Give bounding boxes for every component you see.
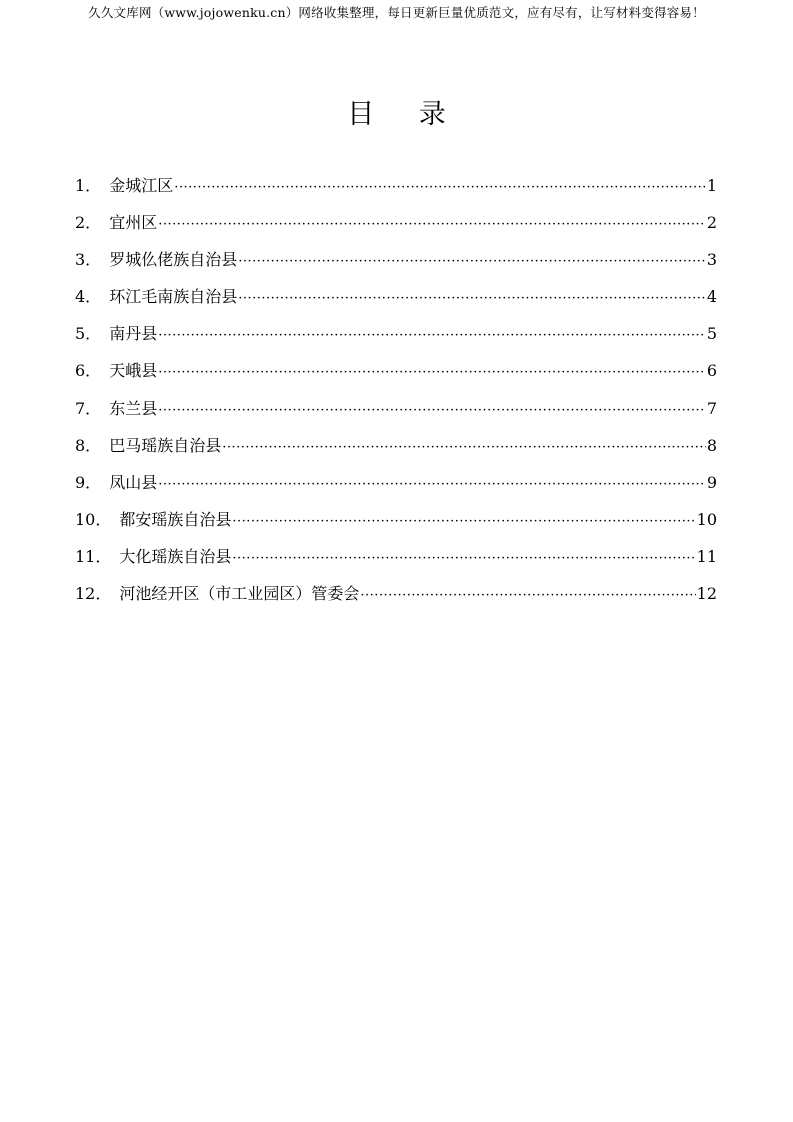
toc-entry-page: 7 bbox=[706, 398, 717, 418]
toc-entry-label[interactable]: 大化瑶族自治县 bbox=[119, 546, 232, 566]
toc-entry[interactable] bbox=[75, 285, 717, 322]
toc-entry-label[interactable]: 天峨县 bbox=[109, 361, 158, 381]
toc-entry-label[interactable]: 金城江区 bbox=[109, 176, 174, 195]
toc-entry-label[interactable]: 东兰县 bbox=[109, 398, 158, 418]
toc-entry-label[interactable]: 南丹县 bbox=[109, 324, 158, 344]
toc-entry-number: 5． bbox=[75, 324, 102, 344]
toc-entry[interactable] bbox=[75, 471, 717, 508]
toc-entry-number: 1． bbox=[75, 176, 102, 195]
toc-entry-page: 9 bbox=[706, 472, 717, 492]
toc-entry[interactable] bbox=[75, 211, 717, 248]
toc-entry-number: 12． bbox=[75, 584, 112, 604]
toc-entry-page: 2 bbox=[706, 213, 717, 233]
toc-entry-page: 12 bbox=[696, 584, 717, 604]
toc-entry[interactable] bbox=[75, 397, 717, 434]
toc-entry[interactable] bbox=[75, 582, 717, 619]
toc-entry-page: 6 bbox=[706, 361, 717, 381]
toc-list bbox=[75, 174, 717, 619]
toc-entry-label[interactable]: 都安瑶族自治县 bbox=[119, 509, 232, 529]
toc-leader-dots bbox=[238, 287, 706, 311]
toc-entry[interactable] bbox=[75, 545, 717, 582]
toc-entry-label[interactable]: 凤山县 bbox=[109, 472, 158, 492]
toc-leader-dots bbox=[158, 324, 706, 348]
toc-entry-number: 8． bbox=[75, 435, 102, 455]
header-note: 久久文库网（www.jojowenku.cn）网络收集整理，每日更新巨量优质范文，应有尽有，让写材料变得容易！ bbox=[88, 5, 705, 20]
toc-entry-number: 6． bbox=[75, 361, 102, 381]
toc-entry-page: 5 bbox=[706, 324, 717, 344]
toc-entry-number: 9． bbox=[75, 472, 102, 492]
toc-entry-number: 3． bbox=[75, 250, 102, 270]
toc-leader-dots bbox=[238, 250, 706, 274]
toc-leader-dots bbox=[232, 510, 695, 534]
toc-entry[interactable] bbox=[75, 322, 717, 359]
toc-leader-dots bbox=[158, 473, 706, 497]
toc-title: 目 录 bbox=[347, 99, 464, 130]
toc-leader-dots bbox=[222, 436, 706, 460]
toc-entry-page: 8 bbox=[706, 435, 717, 455]
toc-leader-dots bbox=[174, 176, 706, 200]
toc-entry-label[interactable]: 罗城仫佬族自治县 bbox=[109, 250, 238, 270]
toc-leader-dots bbox=[158, 213, 706, 237]
toc-entry-number: 4． bbox=[75, 287, 102, 307]
toc-entry-page: 3 bbox=[706, 250, 717, 270]
toc-leader-dots bbox=[360, 584, 695, 608]
toc-entry-number: 10． bbox=[75, 509, 112, 529]
toc-entry[interactable] bbox=[75, 359, 717, 396]
toc-entry-number: 2． bbox=[75, 213, 102, 233]
toc-entry-label[interactable]: 环江毛南族自治县 bbox=[109, 287, 238, 307]
toc-leader-dots bbox=[232, 547, 695, 571]
toc-entry-page: 11 bbox=[696, 546, 717, 566]
toc-entry-label[interactable]: 巴马瑶族自治县 bbox=[109, 435, 222, 455]
toc-entry[interactable] bbox=[75, 174, 717, 211]
toc-leader-dots bbox=[158, 361, 706, 385]
toc-entry-number: 11． bbox=[75, 546, 112, 566]
toc-entry[interactable] bbox=[75, 248, 717, 285]
toc-entry-label[interactable]: 宜州区 bbox=[109, 213, 158, 233]
toc-entry[interactable] bbox=[75, 434, 717, 471]
toc-entry-number: 7． bbox=[75, 398, 102, 418]
toc-entry-page: 10 bbox=[696, 509, 717, 529]
toc-entry[interactable] bbox=[75, 508, 717, 545]
toc-entry-page: 4 bbox=[706, 287, 717, 307]
toc-entry-label[interactable]: 河池经开区（市工业园区）管委会 bbox=[119, 584, 360, 604]
toc-leader-dots bbox=[158, 399, 706, 423]
toc-entry-page: 1 bbox=[706, 176, 717, 195]
